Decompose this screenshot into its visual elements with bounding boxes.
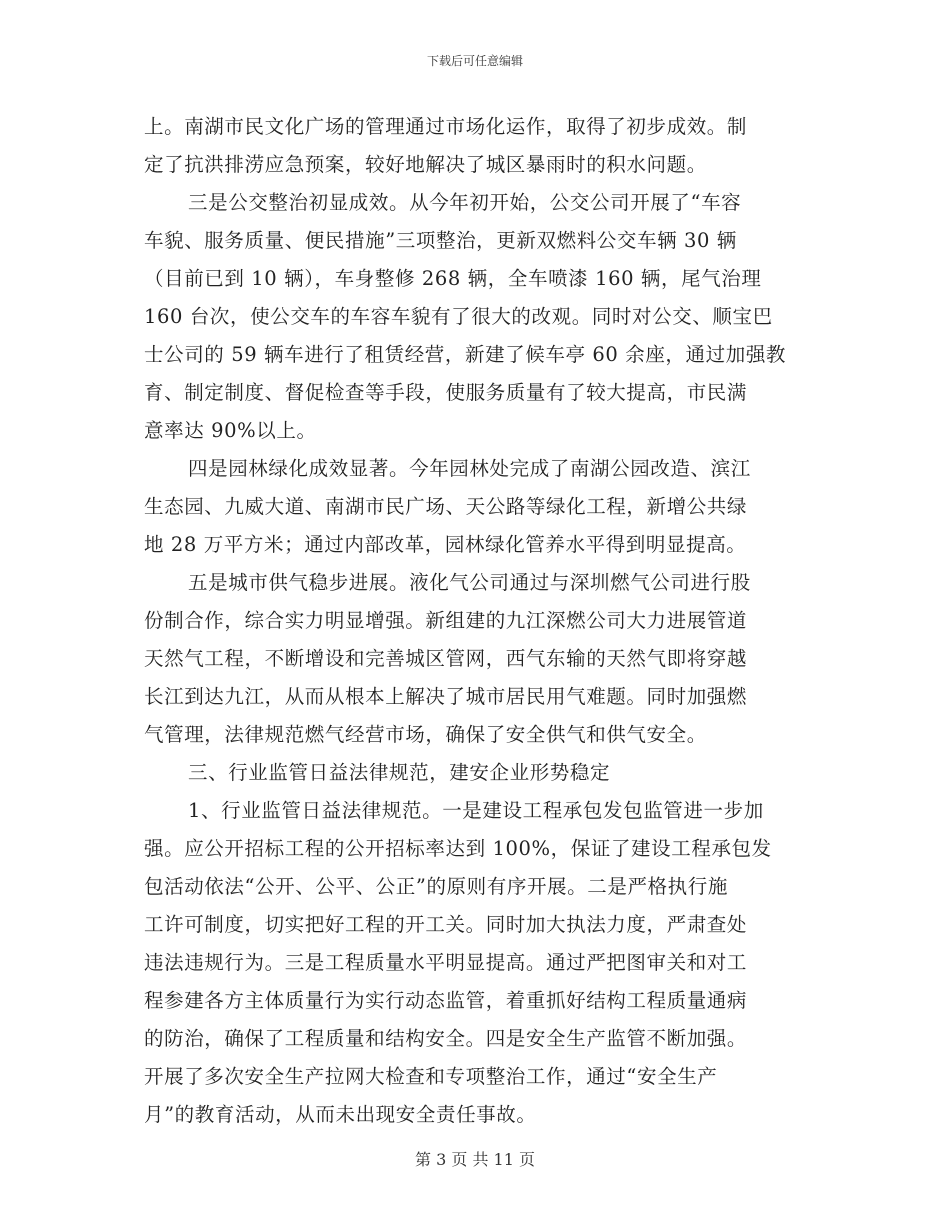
text-line: 气管理，法律规范燃气经营市场，确保了安全供气和供气安全。: [144, 723, 707, 746]
text-line: 的防治，确保了工程质量和结构安全。四是安全生产监管不断加强。: [144, 1027, 748, 1050]
text-line: 包活动依法“公开、公平、公正”的原则有序开展。二是严格执行施: [144, 875, 728, 898]
page-footer: [0, 1147, 950, 1170]
text-line: 违法违规行为。三是工程质量水平明显提高。通过严把图审关和对工: [144, 951, 748, 974]
text-line: 160 台次，使公交车的车容车貌有了很大的改观。同时对公交、顺宝巴: [144, 305, 773, 328]
text-line: 地 28 万平方米；通过内部改革，园林绿化管养水平得到明显提高。: [144, 533, 747, 556]
text-line: 强。应公开招标工程的公开招标率达到 100%，保证了建设工程承包发: [144, 837, 772, 860]
text-line: 车貌、服务质量、便民措施”三项整治，更新双燃料公交车辆 30 辆: [144, 229, 737, 252]
paragraph-start-line: 五是城市供气稳步进展。液化气公司通过与深圳燃气公司进行股: [188, 571, 751, 594]
text-line: 长江到达九江，从而从根本上解决了城市居民用气难题。同时加强燃: [144, 685, 748, 708]
text-line: 上。南湖市民文化广场的管理通过市场化运作，取得了初步成效。制: [144, 115, 748, 138]
text-line: 意率达 90%以上。: [144, 419, 317, 442]
section-heading: 三、行业监管日益法律规范，建安企业形势稳定: [188, 761, 611, 784]
text-line: 生态园、九威大道、南湖市民广场、天公路等绿化工程，新增公共绿: [144, 495, 748, 518]
document-body: [144, 108, 810, 1134]
text-line: 份制合作，综合实力明显增强。新组建的九江深燃公司大力进展管道: [144, 609, 748, 632]
text-line: （目前已到 10 辆），车身整修 268 辆，全车喷漆 160 辆，尾气治理: [144, 267, 762, 290]
paragraph-start-line: 三是公交整治初显成效。从今年初开始，公交公司开展了“车容: [188, 191, 742, 214]
paragraph-start-line: 四是园林绿化成效显著。今年园林处完成了南湖公园改造、滨江: [188, 457, 751, 480]
text-line: 天然气工程，不断增设和完善城区管网，西气东输的天然气即将穿越: [144, 647, 748, 670]
text-line: 育、制定制度、督促检查等手段，使服务质量有了较大提高，市民满: [144, 381, 748, 404]
text-line: 月”的教育活动，从而未出现安全责任事故。: [144, 1103, 537, 1126]
text-line: 士公司的 59 辆车进行了租赁经营，新建了候车亭 60 余座，通过加强教: [144, 343, 787, 366]
text-line: 开展了多次安全生产拉网大检查和专项整治工作，通过“安全生产: [144, 1065, 718, 1088]
text-line: 程参建各方主体质量行为实行动态监管，着重抓好结构工程质量通病: [144, 989, 748, 1012]
page-number: 第 3 页 共 11 页: [415, 1150, 535, 1169]
text-line: 定了抗洪排涝应急预案，较好地解决了城区暴雨时的积水问题。: [144, 153, 707, 176]
text-line: 工许可制度，切实把好工程的开工关。同时加大执法力度，严肃查处: [144, 913, 748, 936]
header-note: 下载后可任意编辑: [426, 54, 523, 68]
paragraph-start-line: 1、行业监管日益法律规范。一是建设工程承包发包监管进一步加: [188, 799, 764, 822]
page-header: [0, 52, 950, 69]
